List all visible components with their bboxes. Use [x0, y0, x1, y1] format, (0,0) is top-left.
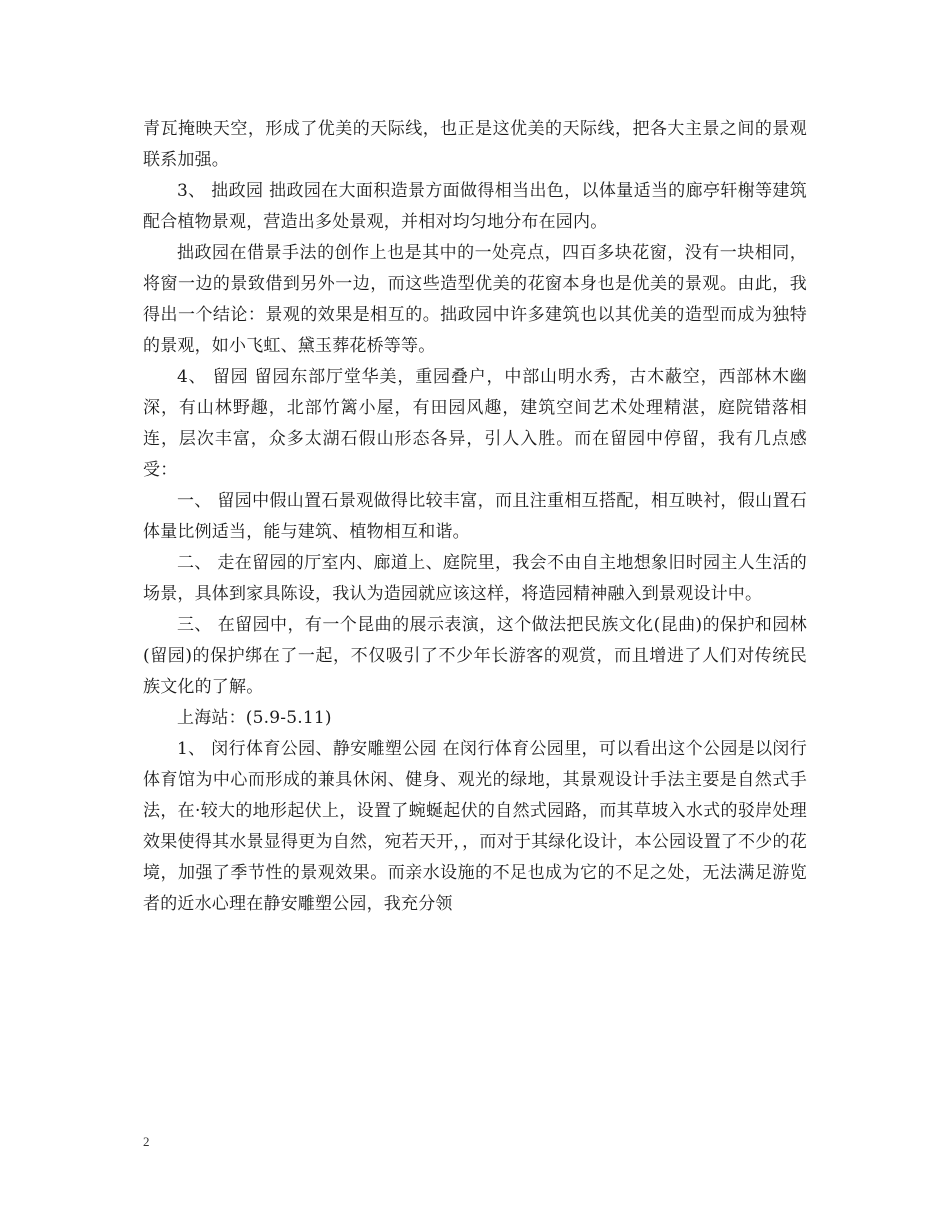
paragraph-7: 三、 在留园中，有一个昆曲的展示表演，这个做法把民族文化(昆曲)的保护和园林(留园)的保护绑在了一起，不仅吸引了不少年长游客的观赏，而且增进了人们对传统民族文化的了解。 [143, 615, 807, 697]
paragraph-4: 4、 留园 留园东部厅堂华美，重园叠户，中部山明水秀，古木蔽空，西部林木幽深，有山林野趣，北部竹篱小屋，有田园风趣，建筑空间艺术处理精湛，庭院错落相连，层次丰富，众多太湖石假山形态各异，引人入胜。而在留园中停留，我有几点感受： [143, 367, 807, 480]
page-number: 2 [143, 1134, 150, 1149]
paragraph-1: 青瓦掩映天空，形成了优美的天际线，也正是这优美的天际线，把各大主景之间的景观联系加强。 [143, 119, 807, 170]
document-body [143, 114, 807, 920]
paragraph-9: 1、 闵行体育公园、静安雕塑公园 在闵行体育公园里，可以看出这个公园是以闵行体育馆为中心而形成的兼具休闲、健身、观光的绿地，其景观设计手法主要是自然式手法，在·较大的地形起伏上，设置了蜿蜒起伏的自然式园路，而其草坡入水式的驳岸处理效果使得其水景显得更为自然，宛若天开，，而对于其绿化设计，本公园设置了不少的花境，加强了季节性的景观效果。而亲水设施的不足也成为它的不足之处，无法满足游览者的近水心理在静安雕塑公园，我充分领 [143, 739, 807, 914]
paragraph-3: 拙政园在借景手法的创作上也是其中的一处亮点，四百多块花窗，没有一块相同，将窗一边的景致借到另外一边，而这些造型优美的花窗本身也是优美的景观。由此，我得出一个结论：景观的效果是相互的。拙政园中许多建筑也以其优美的造型而成为独特的景观，如小飞虹、黛玉葬花桥等等。 [143, 243, 807, 356]
paragraph-2: 3、 拙政园 拙政园在大面积造景方面做得相当出色，以体量适当的廊亭轩榭等建筑配合植物景观，营造出多处景观，并相对均匀地分布在园内。 [143, 181, 807, 232]
paragraph-5: 一、 留园中假山置石景观做得比较丰富，而且注重相互搭配，相互映衬，假山置石体量比例适当，能与建筑、植物相互和谐。 [143, 491, 807, 542]
section-heading-shanghai: 上海站：(5.9-5.11) [177, 708, 332, 728]
paragraph-6: 二、 走在留园的厅室内、廊道上、庭院里，我会不由自主地想象旧时园主人生活的场景，具体到家具陈设，我认为造园就应该这样，将造园精神融入到景观设计中。 [143, 553, 807, 604]
